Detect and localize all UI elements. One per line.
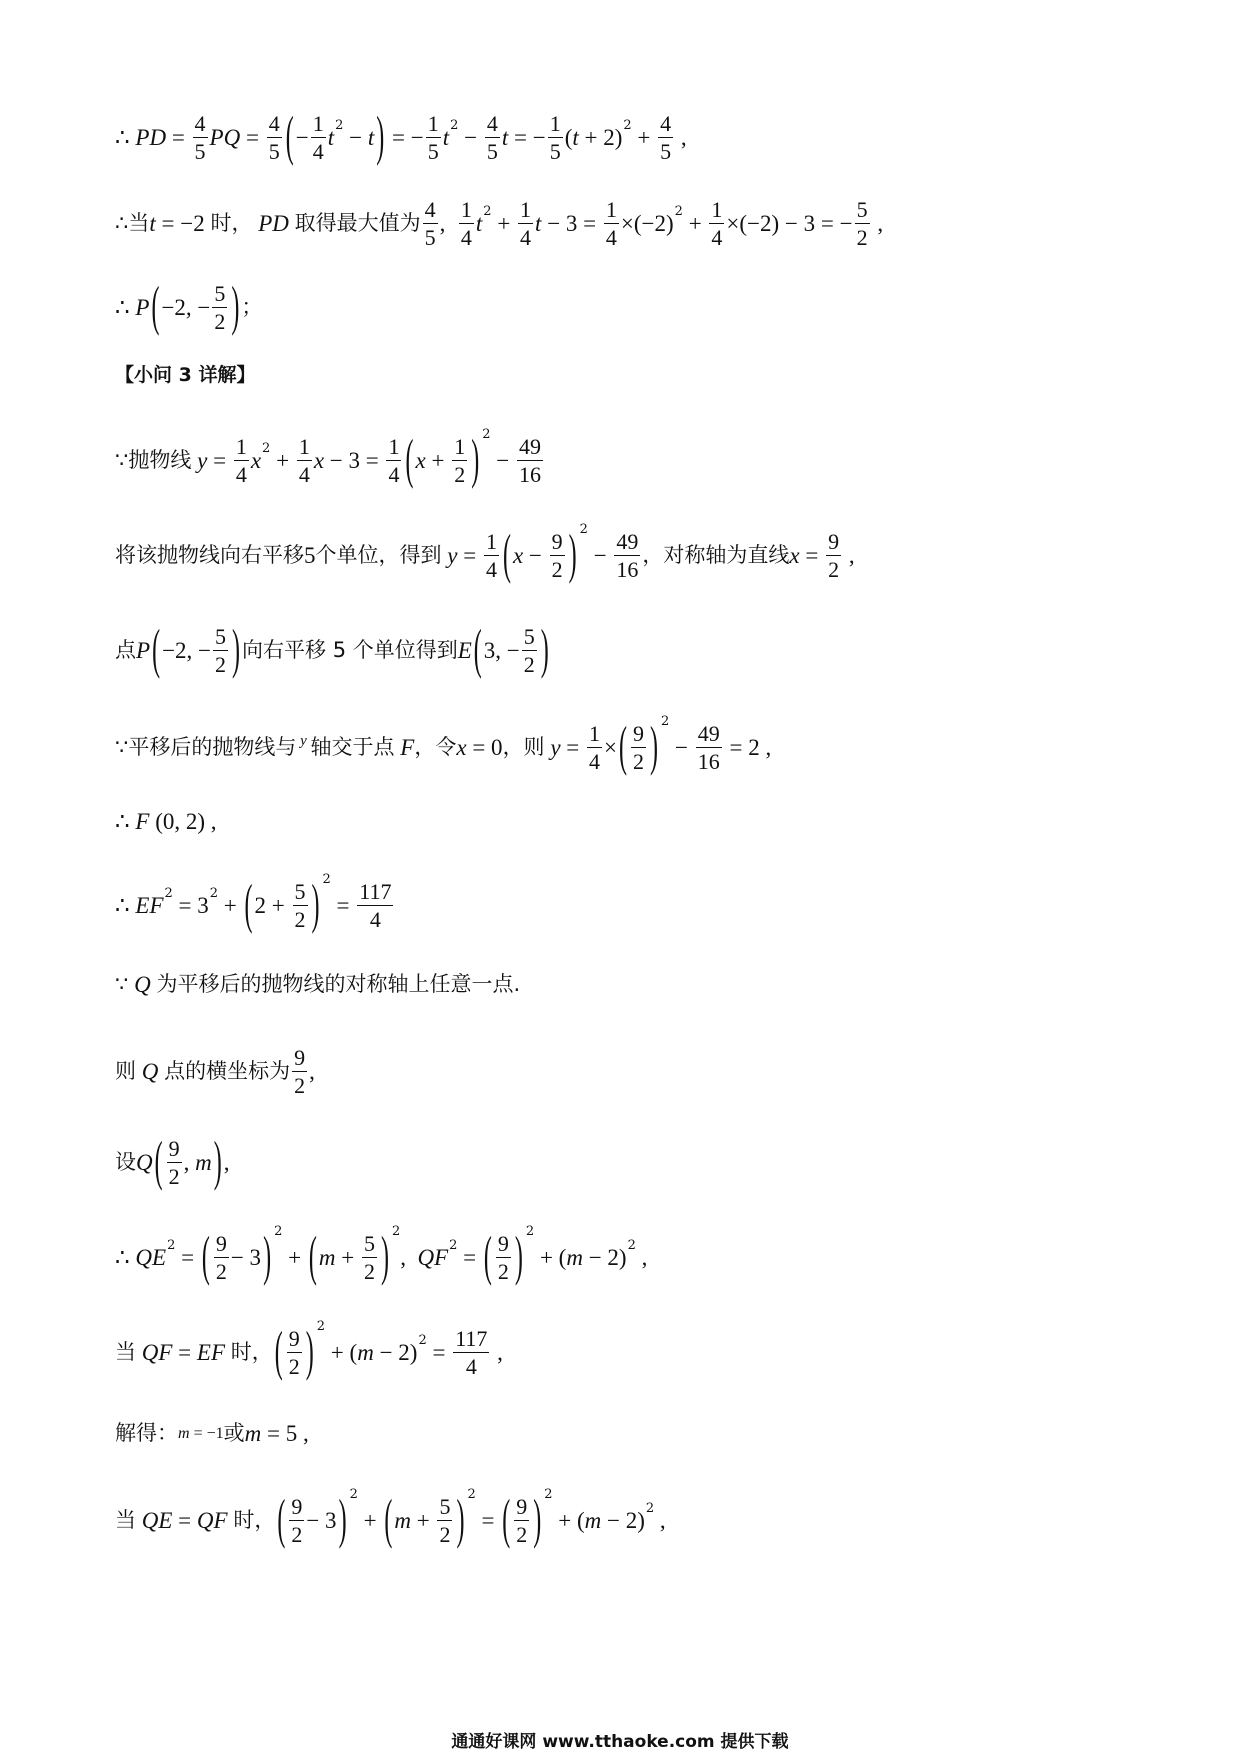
- point-f: ∴ F (0, 2) ,: [115, 809, 217, 834]
- footer-source: 通通好课网 www.tthaoke.com 提供下载: [451, 1732, 789, 1752]
- case-qe-qf: 当 QE = QF 时， ( $\frac{9}{2}$ − 3 ) 2 + ( m + $\frac{5}{2}$ ) 2 = ( $\frac{9}{2}$ ) 2 + ( m − 2) 2 ,: [115, 1487, 666, 1551]
- case-qf-ef: 当 QF = EF 时， ( $\frac{9}{2}$ ) 2 + ( m − 2) 2 = $\frac{117}{4}$ ,: [115, 1319, 503, 1383]
- text-time-3: 时，: [233, 1508, 276, 1533]
- q-x-coordinate: 则 Q 点的横坐标为 $\frac{9}{2}$ ,: [115, 1045, 315, 1099]
- define-q: 设 Q ( $\frac{9}{2}$ , m ) ,: [115, 1132, 230, 1193]
- text-shift: 将该抛物线向右平移: [115, 543, 304, 568]
- text-then-2: 则: [115, 1059, 136, 1084]
- text-symmetry-axis: ，对称轴为直线: [642, 543, 790, 568]
- text-units: 个单位，得到: [315, 543, 442, 568]
- text-let: ，令: [414, 735, 457, 760]
- text-time-2: 时，: [230, 1340, 273, 1365]
- text-q-any-point: ∵ Q 为平移后的抛物线的对称轴上任意一点.: [115, 972, 521, 997]
- point-e: 点 P ( −2, − $\frac{5}{2}$ ) 向右平移 5 个单位得到 E ( 3, − $\frac{5}{2}$ ): [115, 620, 549, 681]
- section-title: 【小问 3 详解】: [115, 364, 256, 386]
- text-max: 取得最大值为: [294, 211, 421, 236]
- text-parabola: ∵抛物线: [115, 448, 192, 473]
- semicolon: ；: [241, 295, 263, 320]
- text-q-desc: 为平移后的抛物线的对称轴上任意一点.: [156, 972, 521, 996]
- text-let-2: 设: [115, 1150, 136, 1175]
- equation-ef: ∴ EF 2 = 3 2 + ( 2 + $\frac{5}{2}$ ) 2 = $\frac{117}{4}$: [115, 872, 392, 936]
- equation-parabola: ∵抛物线 y = $\frac{1}{4}$ x 2 + $\frac{1}{4}$ x − 3 = $\frac{1}{4}$ ( x + $\frac{1}{2}$ ) 2 − $\frac{49}{16}$: [115, 427, 541, 491]
- text-x-coordinate: 点的横坐标为: [164, 1059, 291, 1084]
- text-axis-point: 轴交于点: [310, 735, 395, 760]
- text-shift-to-e: 向右平移 5 个单位得到: [242, 638, 458, 663]
- solution-m: 解得： m = −1 或 m = 5 ,: [115, 1421, 309, 1446]
- equation-pd: ∴ PD = $\frac{4}{5}$ PQ = $\frac{4}{5}$ ( − $\frac{1}{4}$ t 2 − t ) = − $\frac{1}{5}$ t 2 − $\frac{4}{5}$ t = − $\frac{1}{5}$ ( t + 2) 2 + $\frac{4}{5}$ ,: [115, 107, 687, 168]
- text-when-3: 当: [115, 1508, 136, 1533]
- text-intersect: ∵平移后的抛物线与: [115, 735, 297, 760]
- text-when-2: 当: [115, 1340, 136, 1365]
- text-solved: 解得：: [115, 1421, 178, 1445]
- point-p: ∴ P ( −2, − $\frac{5}{2}$ ) ；: [115, 277, 263, 338]
- text-time: 时，: [210, 211, 253, 236]
- equation-qe-qf: ∴ QE 2 = ( $\frac{9}{2}$ − 3 ) 2 + ( m + $\frac{5}{2}$ ) 2 , QF 2 = ( $\frac{9}{2}$ ) 2 + ( m − 2) 2 ,: [115, 1224, 648, 1288]
- equation-point-f: ∵平移后的抛物线与 y 轴交于点 F ，令 x = 0 ，则 y = $\frac{1}{4}$ × ( $\frac{9}{2}$ ) 2 − $\frac{49}{16}$ = 2 ,: [115, 714, 772, 778]
- equation-max-value: ∴当 t = −2 时， PD 取得最大值为 $\frac{4}{5}$ , $\frac{1}{4}$ t 2 + $\frac{1}{4}$ t − 3 = $\frac{1}{4}$ ×(−2) 2 + $\frac{1}{4}$ ×(−2) − 3 = − $\frac{5}{2}$ ,: [115, 197, 884, 251]
- because-symbol: ∵: [115, 972, 129, 996]
- equation-shifted: 将该抛物线向右平移 5 个单位，得到 y = $\frac{1}{4}$ ( x − $\frac{9}{2}$ ) 2 − $\frac{49}{16}$ ，对称轴为直线 x = $\frac{9}{2}$ ,: [115, 522, 855, 586]
- text-when: ∴当: [115, 211, 150, 236]
- text-point: 点: [115, 638, 136, 663]
- text-or: 或: [223, 1421, 245, 1445]
- text-then: ，则: [502, 735, 545, 760]
